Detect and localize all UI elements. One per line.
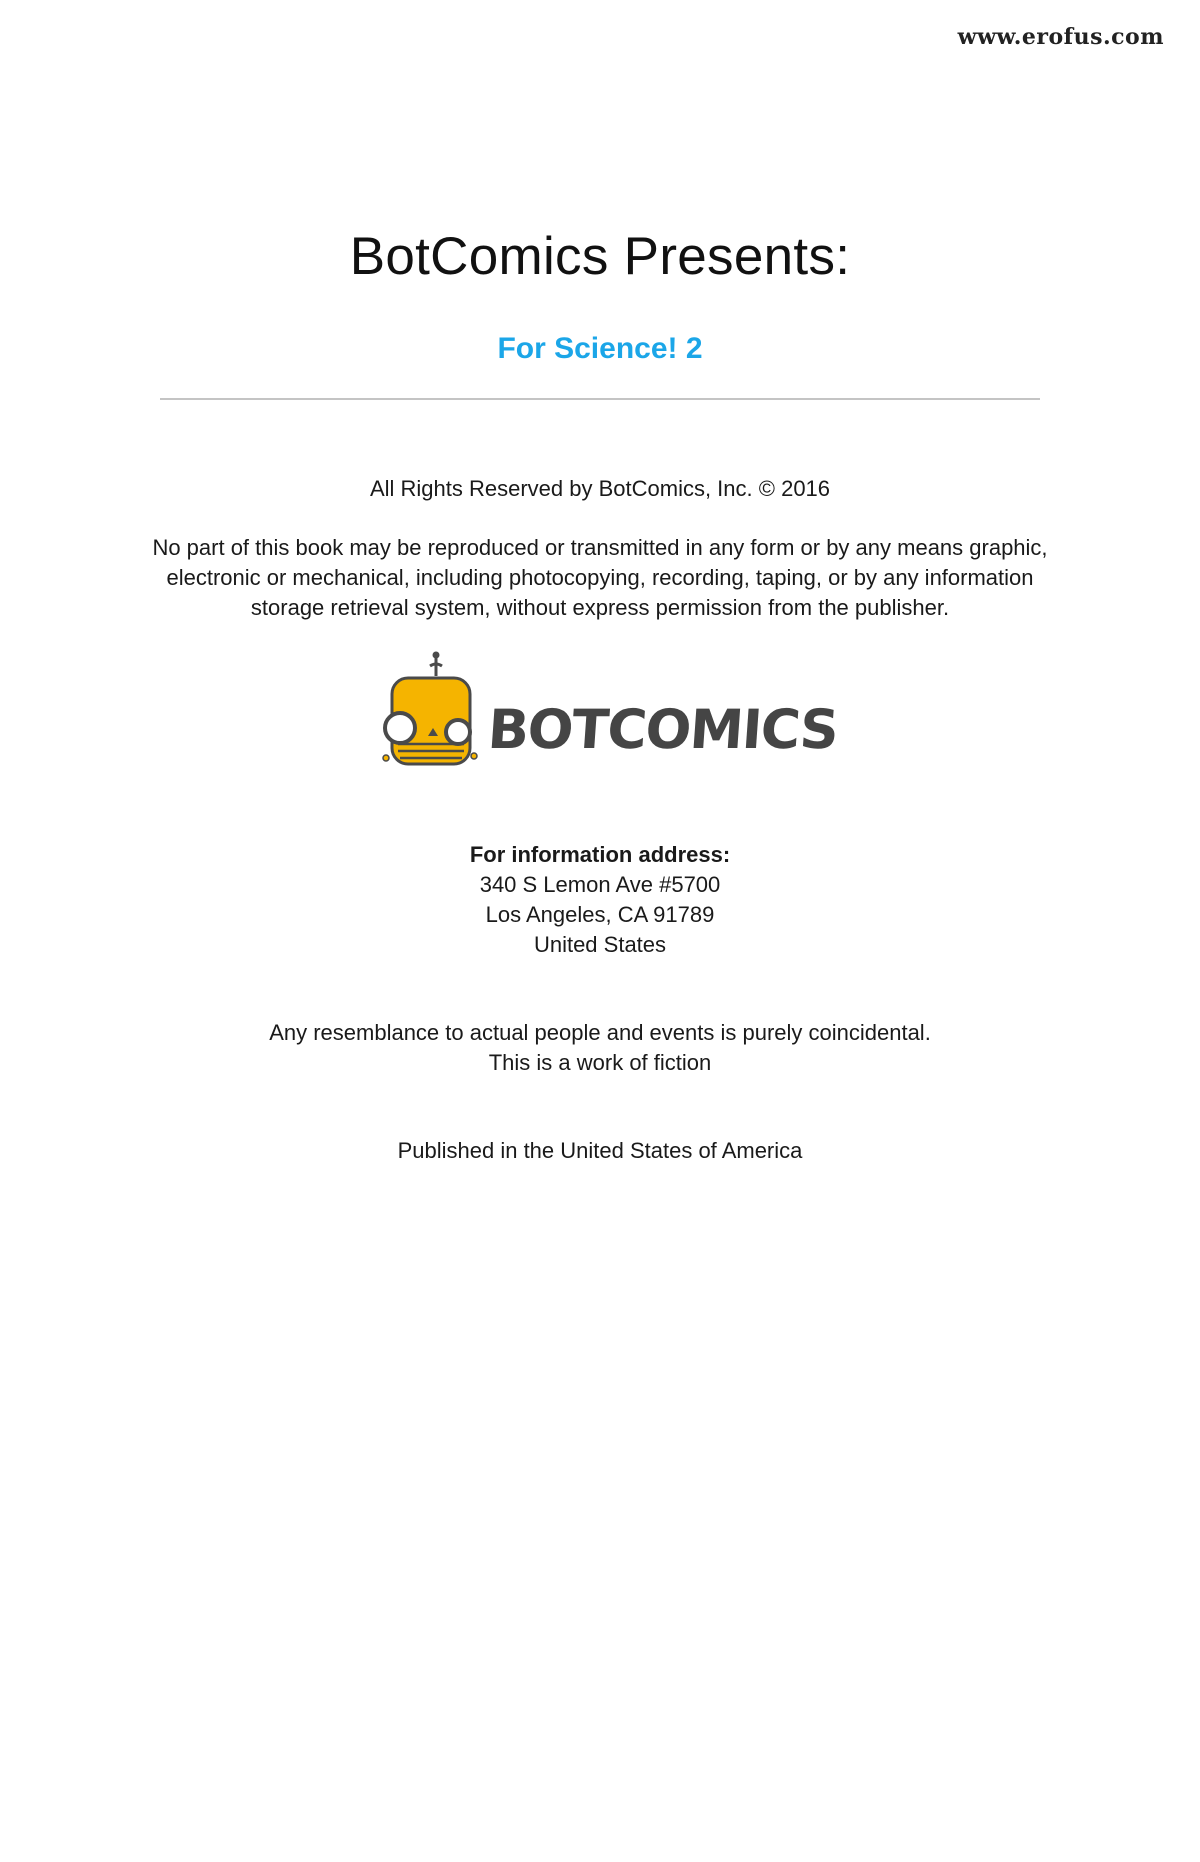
divider: [160, 398, 1040, 400]
legal-line: No part of this book may be reproduced or transmitted in any form or by any means graphic,: [152, 535, 1048, 560]
botcomics-logo: [380, 650, 840, 780]
address-line: Los Angeles, CA 91789: [485, 902, 715, 927]
book-title: For Science! 2: [497, 332, 703, 365]
watermark: www.erofus.com: [950, 20, 1172, 54]
disclaimer-line: Any resemblance to actual people and events is purely coincidental.: [269, 1020, 931, 1045]
legal-line: storage retrieval system, without express permission from the publisher.: [250, 595, 950, 620]
disclaimer: [0, 1018, 1200, 1078]
address-line: 340 S Lemon Ave #5700: [479, 872, 721, 897]
address-block: [0, 840, 1200, 960]
disclaimer-line: This is a work of fiction: [488, 1050, 712, 1075]
page-title: BotComics Presents:: [349, 227, 851, 286]
logo-wordmark: BOTCOMICS: [485, 698, 840, 761]
legal-line: electronic or mechanical, including photocopying, recording, taping, or by any information: [166, 565, 1034, 590]
rights-statement: All Rights Reserved by BotComics, Inc. © 2016: [369, 476, 831, 501]
published-statement: Published in the United States of America: [397, 1138, 803, 1163]
address-heading: For information address:: [469, 842, 731, 867]
robot-head-icon: [380, 650, 480, 780]
address-line: United States: [533, 932, 667, 957]
legal-notice: [0, 533, 1200, 623]
